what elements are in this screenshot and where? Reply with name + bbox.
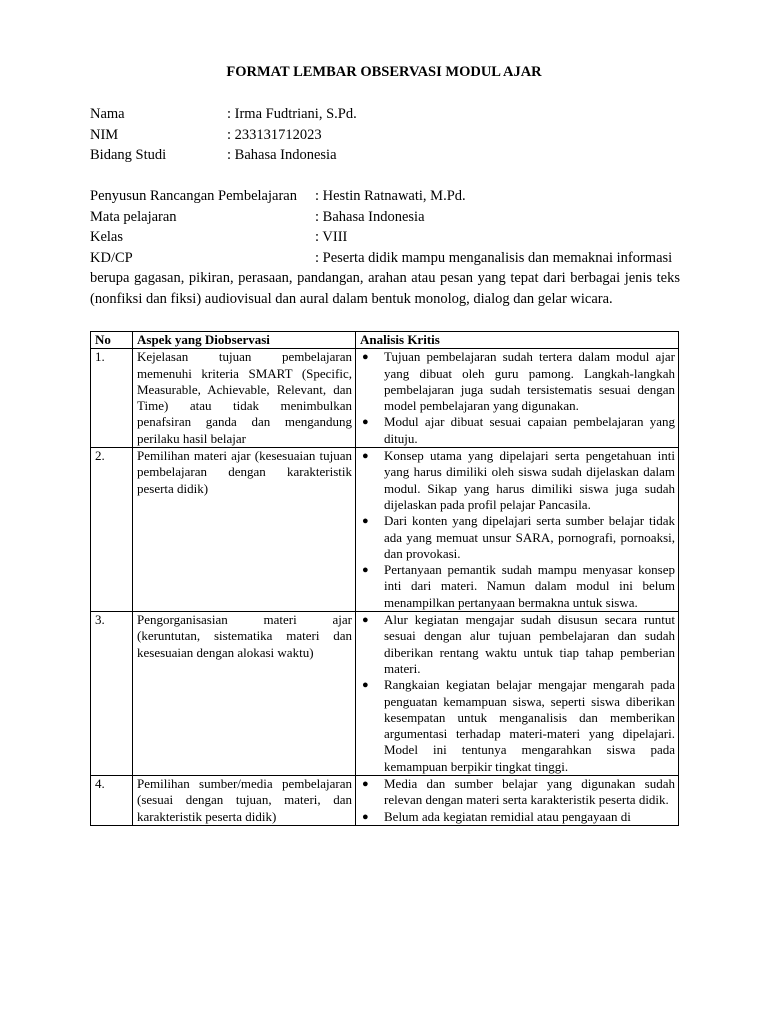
- row-aspect: Pemilihan sumber/media pembelajaran (sesuai dengan tujuan, materi, dan karakteristik peserta didik): [133, 776, 356, 826]
- field-value: : 233131712023: [227, 126, 322, 143]
- table-row: [91, 776, 679, 826]
- row-analysis: [356, 776, 679, 826]
- header-aspek: Aspek yang Diobservasi: [133, 332, 356, 349]
- observation-table: [90, 331, 679, 826]
- field-label: Kelas: [90, 229, 124, 245]
- bullet-icon: ●: [362, 778, 369, 791]
- field-value: : Bahasa Indonesia: [315, 208, 425, 225]
- table-row: [91, 448, 679, 612]
- field-value: : Peserta didik mampu menganalisis dan memaknai informasi: [315, 249, 673, 266]
- field-label: Bidang Studi: [90, 147, 167, 163]
- analysis-item: ● Rangkaian kegiatan belajar mengajar mengarah pada penguatan kemampuan siswa, seperti siswa diberikan kesempatan untuk menganalisis dan memberikan argumentasi terhadap materi-materi yang dipelajari. Model ini tentunya mengarahkan siswa pada kemampuan berpikir tingkat tinggi.: [362, 677, 675, 774]
- bullet-icon: ●: [362, 515, 369, 528]
- row-number: 4.: [91, 776, 133, 826]
- table-header-row: [91, 332, 679, 349]
- row-aspect: Kejelasan tujuan pembelajaran memenuhi kriteria SMART (Specific, Measurable, Achievable, Relevant, dan Time) atau tidak menimbulkan penafsiran ganda dan mengandung perilaku hasil belajar: [133, 349, 356, 448]
- row-number: 1.: [91, 349, 133, 448]
- analysis-item: ● Dari konten yang dipelajari serta sumber belajar tidak ada yang memuat unsur SARA, pornografi, pornoaksi, dan provokasi.: [362, 513, 675, 561]
- bullet-icon: ●: [362, 564, 369, 577]
- row-analysis: [356, 448, 679, 612]
- row-analysis: [356, 349, 679, 448]
- field-label: NIM: [90, 126, 119, 143]
- field-value: : Irma Fudtriani, S.Pd.: [227, 106, 357, 122]
- analysis-item: ● Belum ada kegiatan remidial atau pengayaan di: [362, 808, 631, 824]
- analysis-item: ● Pertanyaan pemantik sudah mampu menyasar konsep inti dari materi. Namun dalam modul ini belum menampilkan pertanyaan bermakna untuk siswa.: [362, 562, 675, 610]
- bullet-icon: ●: [362, 810, 369, 823]
- analysis-item: ● Media dan sumber belajar yang digunakan sudah relevan dengan materi serta karakteristik peserta didik.: [362, 776, 675, 808]
- bullet-icon: ●: [362, 679, 369, 692]
- field-label: KD/CP: [90, 249, 133, 266]
- header-no: No: [91, 332, 133, 349]
- row-number: 3.: [91, 612, 133, 776]
- row-number: 2.: [91, 448, 133, 612]
- analysis-item: ● Tujuan pembelajaran sudah tertera dalam modul ajar yang dibuat oleh guru pamong. Langkah-langkah pembelajaran juga sudah tersistematis sesuai dengan model pembelajaran yang digunakan.: [362, 349, 675, 414]
- analysis-item: ● Modul ajar dibuat sesuai capaian pembelajaran yang dituju.: [362, 414, 675, 446]
- field-label: Mata pelajaran: [90, 208, 177, 225]
- table-row: [91, 349, 679, 448]
- table-row: [91, 612, 679, 776]
- row-aspect: Pemilihan materi ajar (kesesuaian tujuan pembelajaran dengan karakteristik peserta didik): [133, 448, 356, 612]
- analysis-item: ● Konsep utama yang dipelajari serta pengetahuan inti yang harus dimiliki oleh siswa sudah dijelaskan dalam modul. Sikap yang harus dimiliki siswa juga sudah dijelaskan pada profil pelajar Pancasila.: [362, 448, 675, 512]
- kdcp-continuation: berupa gagasan, pikiran, perasaan, pandangan, arahan atau pesan yang tepat dari berbagai jenis teks (nonfiksi dan fiksi) audiovisual dan aural dalam bentuk monolog, dialog dan gelar wicara.: [90, 270, 680, 307]
- bullet-icon: ●: [362, 614, 369, 627]
- field-value: : Bahasa Indonesia: [227, 147, 337, 163]
- field-label: Nama: [90, 106, 125, 122]
- field-value: : Hestin Ratnawati, M.Pd.: [315, 188, 466, 204]
- field-label: Penyusun Rancangan Pembelajaran: [90, 188, 297, 204]
- header-analisis: Analisis Kritis: [356, 332, 679, 349]
- row-aspect: Pengorganisasian materi ajar (keruntutan, sistematika materi dan kesesuaian dengan alokasi waktu): [133, 612, 356, 776]
- bullet-icon: ●: [362, 351, 369, 364]
- document-title: FORMAT LEMBAR OBSERVASI MODUL AJAR: [226, 64, 542, 80]
- field-value: : VIII: [315, 229, 348, 245]
- row-analysis: [356, 612, 679, 776]
- bullet-icon: ●: [362, 450, 369, 463]
- analysis-item: ● Alur kegiatan mengajar sudah disusun secara runtut sesuai dengan alur tujuan pembelajaran dan sudah diberikan rentang waktu untuk tiap tahap pemberian materi.: [362, 612, 675, 676]
- bullet-icon: ●: [362, 416, 369, 429]
